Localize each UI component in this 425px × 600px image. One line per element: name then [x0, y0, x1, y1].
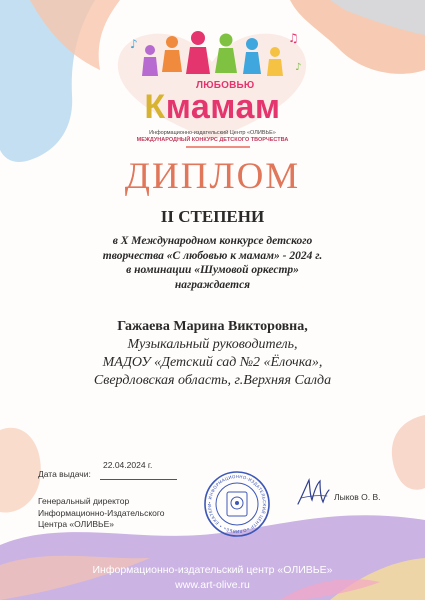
recipient-block: [30, 318, 395, 390]
diploma-degree: II СТЕПЕНИ: [160, 207, 265, 226]
director-title-line: Генеральный директор: [38, 496, 130, 506]
award-line: творчества «С любовью к мамам» - 2024 г.: [102, 249, 323, 262]
round-seal-stamp-icon: [203, 470, 271, 538]
recipient-position: Музыкальный руководитель,: [127, 337, 298, 352]
footer-center-name: Информационно-издательский центр «ОЛИВЬЕ»: [92, 564, 333, 576]
logo-brand-k: К: [144, 88, 166, 126]
recipient-location: Свердловская область, г.Верхняя Салда: [93, 373, 332, 388]
footer-website-link[interactable]: www.art-olive.ru: [175, 579, 250, 591]
logo-brand-main: мамам: [165, 88, 281, 126]
award-text: [40, 234, 385, 292]
issue-date-value: 22.04.2024 г.: [103, 460, 153, 470]
signer-name: Лыков О. В.: [334, 492, 381, 502]
svg-text:♪: ♪: [295, 62, 302, 73]
contest-logo: [110, 30, 315, 143]
svg-text:• ИНФОРМАЦИОННО-ИЗДАТЕЛЬСКИЙ Ц: • ИНФОРМАЦИОННО-ИЗДАТЕЛЬСКИЙ ЦЕНТР «ОЛИВЬЕ» • ЕКАТЕРИ: [206, 473, 268, 535]
director-title-line: Центра «ОЛИВЬЕ»: [38, 519, 114, 529]
svg-text:♪: ♪: [130, 37, 138, 51]
issue-date-underline: [100, 479, 177, 480]
diploma-title: ДИПЛОМ: [124, 156, 301, 197]
svg-text:♫: ♫: [288, 31, 299, 45]
logo-brand: [110, 90, 315, 124]
recipient-name: Гажаева Марина Викторовна,: [117, 319, 308, 334]
title-divider: [186, 146, 250, 148]
director-title-line: Информационно-Издательского: [38, 507, 165, 518]
award-line: награждается: [174, 278, 251, 291]
director-block: [38, 496, 165, 531]
issue-date-label: Дата выдачи:: [38, 469, 91, 479]
logo-subtitle-publisher: Информационно-издательский Центр «ОЛИВЬЕ»: [149, 130, 276, 136]
recipient-organization: МАДОУ «Детский сад №2 «Ёлочка»,: [102, 355, 323, 370]
handwritten-signature-icon: [295, 476, 331, 508]
logo-subtitle-contest: МЕЖДУНАРОДНЫЙ КОНКУРС ДЕТСКОГО ТВОРЧЕСТВА: [136, 137, 289, 143]
award-line: в номинации «Шумовой оркестр»: [126, 264, 299, 276]
award-line: в X Международном конкурсе детского: [112, 235, 313, 247]
logo-top-text: ЛЮБОВЬЮ: [196, 80, 255, 91]
